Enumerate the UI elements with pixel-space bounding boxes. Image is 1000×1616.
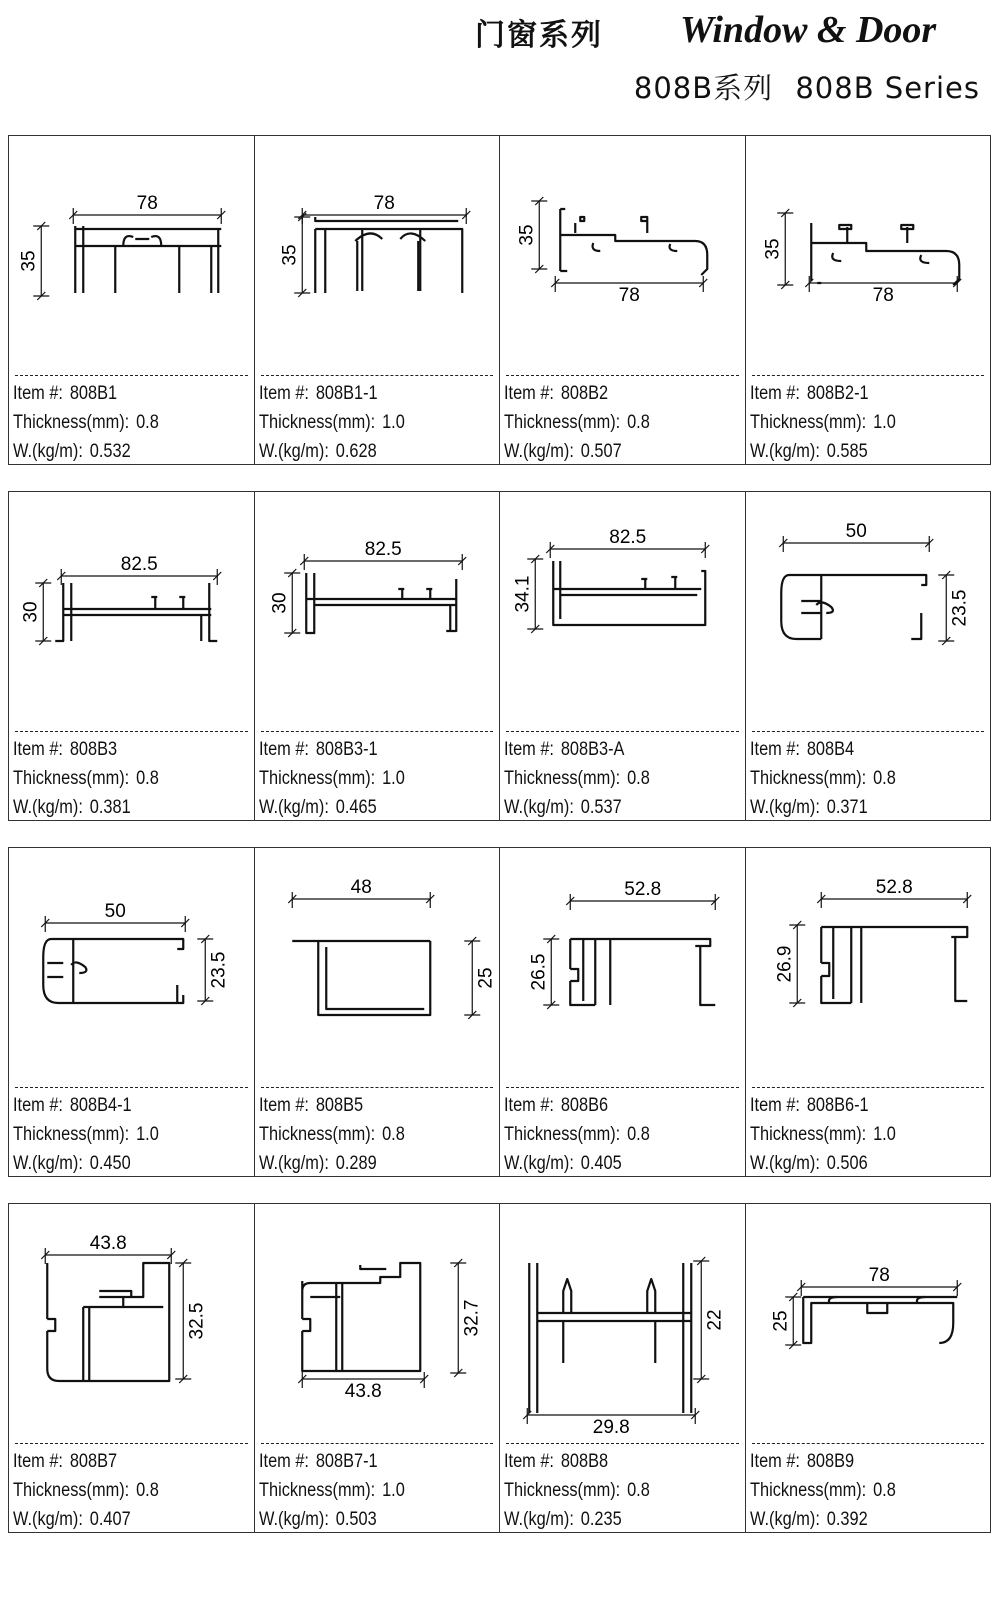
width-dimension: 78 xyxy=(136,193,158,214)
profile-outline xyxy=(357,241,418,291)
height-dimension: 35 xyxy=(18,250,40,272)
product-info xyxy=(504,1091,650,1178)
thickness-label: Thickness(mm): xyxy=(13,1124,130,1145)
profile-group xyxy=(523,1257,725,1436)
divider-line xyxy=(506,375,739,376)
item-label: Item #: xyxy=(13,739,63,760)
divider-line xyxy=(506,731,739,732)
weight-label: W.(kg/m): xyxy=(504,1509,574,1530)
item-label: Item #: xyxy=(504,1451,554,1472)
width-dimension: 82.5 xyxy=(120,554,158,575)
height-dimension: 35 xyxy=(278,244,300,266)
product-row xyxy=(8,491,991,821)
thickness-label: Thickness(mm): xyxy=(504,1480,621,1501)
profile-group xyxy=(516,197,707,306)
profile-drawing xyxy=(746,1204,991,1436)
weight-value: 0.507 xyxy=(580,441,622,462)
width-dimension: 48 xyxy=(350,877,372,898)
item-number: 808B8 xyxy=(560,1451,609,1472)
weight-label: W.(kg/m): xyxy=(749,797,820,818)
weight-value: 0.628 xyxy=(335,441,377,462)
item-label: Item #: xyxy=(749,1095,800,1116)
profile-group xyxy=(770,1265,961,1349)
item-label: Item #: xyxy=(504,739,554,760)
divider-line xyxy=(506,1443,739,1444)
profile-group xyxy=(269,539,466,637)
profile-group xyxy=(512,527,709,633)
item-label: Item #: xyxy=(258,383,309,404)
product-card xyxy=(746,492,991,820)
height-dimension: 35 xyxy=(516,224,538,246)
height-dimension: 26.9 xyxy=(773,945,795,983)
profile-outline xyxy=(55,583,217,641)
thickness-value: 1.0 xyxy=(381,768,405,789)
profile-outline xyxy=(781,575,926,639)
weight-value: 0.405 xyxy=(580,1153,622,1174)
thickness-value: 0.8 xyxy=(627,1124,650,1145)
weight-value: 0.407 xyxy=(89,1509,131,1530)
item-label: Item #: xyxy=(258,1095,309,1116)
profile-drawing xyxy=(746,492,991,724)
item-label: Item #: xyxy=(749,1451,800,1472)
thickness-value: 0.8 xyxy=(627,1480,650,1501)
item-number: 808B4 xyxy=(806,739,854,760)
thickness-label: Thickness(mm): xyxy=(749,768,866,789)
item-label: Item #: xyxy=(13,1095,63,1116)
item-label: Item #: xyxy=(13,383,63,404)
weight-value: 0.235 xyxy=(580,1509,622,1530)
profile-drawing xyxy=(500,492,745,724)
profile-outline xyxy=(47,963,63,977)
product-card xyxy=(500,136,746,464)
profile-group xyxy=(279,193,470,297)
profile-outline xyxy=(151,597,185,609)
thickness-label: Thickness(mm): xyxy=(258,412,375,433)
weight-label: W.(kg/m): xyxy=(258,441,329,462)
profile-group xyxy=(528,879,719,1009)
width-dimension: 43.8 xyxy=(89,1233,127,1254)
weight-value: 0.585 xyxy=(826,441,868,462)
profile-group xyxy=(20,554,221,645)
profile-group xyxy=(41,1233,207,1383)
product-card xyxy=(746,1204,991,1532)
thickness-label: Thickness(mm): xyxy=(504,1124,621,1145)
profile-group xyxy=(288,877,496,1019)
width-dimension: 82.5 xyxy=(364,539,402,560)
width-dimension: 78 xyxy=(868,1265,890,1286)
divider-line xyxy=(261,1443,494,1444)
height-dimension: 34.1 xyxy=(512,575,534,613)
item-number: 808B3-A xyxy=(560,739,625,760)
profile-outline xyxy=(123,236,161,246)
divider-line xyxy=(752,375,985,376)
profile-outline xyxy=(315,217,462,293)
profile-drawing xyxy=(500,848,745,1080)
height-dimension: 23.5 xyxy=(948,589,970,627)
thickness-value: 1.0 xyxy=(872,1124,896,1145)
weight-label: W.(kg/m): xyxy=(13,441,83,462)
thickness-value: 0.8 xyxy=(136,768,159,789)
item-number: 808B3-1 xyxy=(315,739,378,760)
height-dimension: 35 xyxy=(761,238,783,260)
divider-line xyxy=(506,1087,739,1088)
thickness-label: Thickness(mm): xyxy=(258,768,375,789)
width-dimension: 50 xyxy=(104,901,126,922)
item-label: Item #: xyxy=(749,739,800,760)
weight-label: W.(kg/m): xyxy=(258,1153,329,1174)
series-title-english: 808B Series xyxy=(795,71,980,105)
width-dimension: 52.8 xyxy=(624,879,662,900)
profile-drawing xyxy=(9,848,254,1080)
product-info xyxy=(13,379,159,466)
width-dimension: 78 xyxy=(872,285,894,306)
profile-outline xyxy=(292,941,430,1015)
profile-drawing xyxy=(255,848,500,1080)
weight-value: 0.371 xyxy=(826,797,868,818)
height-dimension: 30 xyxy=(20,601,42,623)
profile-outline xyxy=(43,939,183,1003)
height-dimension: 30 xyxy=(268,592,290,614)
thickness-label: Thickness(mm): xyxy=(749,1124,866,1145)
profile-group xyxy=(762,209,961,306)
profile-outline xyxy=(803,1297,957,1343)
profile-outline xyxy=(553,561,705,625)
product-info xyxy=(750,1447,896,1534)
divider-line xyxy=(752,1087,985,1088)
width-dimension: 50 xyxy=(845,521,867,542)
weight-value: 0.450 xyxy=(89,1153,131,1174)
height-dimension: 25 xyxy=(769,1310,791,1332)
item-label: Item #: xyxy=(258,1451,309,1472)
weight-label: W.(kg/m): xyxy=(13,797,83,818)
product-card xyxy=(9,848,255,1176)
weight-label: W.(kg/m): xyxy=(504,441,574,462)
item-label: Item #: xyxy=(749,383,800,404)
thickness-value: 1.0 xyxy=(381,1480,405,1501)
product-info xyxy=(504,379,650,466)
product-card xyxy=(500,492,746,820)
page-title-english: Window & Door xyxy=(680,9,937,51)
height-dimension: 32.5 xyxy=(186,1302,208,1340)
weight-value: 0.381 xyxy=(89,797,131,818)
item-number: 808B3 xyxy=(69,739,118,760)
divider-line xyxy=(261,731,494,732)
item-number: 808B5 xyxy=(315,1095,363,1116)
weight-label: W.(kg/m): xyxy=(749,1509,820,1530)
profile-outline xyxy=(821,927,967,1003)
height-dimension: 26.5 xyxy=(528,953,550,991)
thickness-value: 0.8 xyxy=(872,768,896,789)
profile-drawing xyxy=(255,136,500,368)
profile-outline xyxy=(75,226,221,293)
profile-outline xyxy=(47,1263,169,1381)
profile-outline xyxy=(529,1263,691,1413)
thickness-value: 0.8 xyxy=(872,1480,896,1501)
thickness-value: 0.8 xyxy=(136,412,159,433)
weight-value: 0.465 xyxy=(335,797,377,818)
thickness-value: 0.8 xyxy=(136,1480,159,1501)
divider-line xyxy=(15,375,248,376)
product-info xyxy=(13,735,159,822)
product-row xyxy=(8,135,991,465)
profile-group xyxy=(18,193,225,300)
weight-label: W.(kg/m): xyxy=(258,1509,329,1530)
thickness-label: Thickness(mm): xyxy=(13,768,130,789)
profile-outline xyxy=(306,573,456,633)
profile-outline xyxy=(570,939,715,1005)
thickness-label: Thickness(mm): xyxy=(504,412,621,433)
item-number: 808B1-1 xyxy=(315,383,378,404)
product-info xyxy=(504,735,650,822)
weight-label: W.(kg/m): xyxy=(13,1509,83,1530)
profile-outline xyxy=(302,1263,420,1371)
product-info xyxy=(750,1091,896,1178)
item-number: 808B7-1 xyxy=(315,1451,378,1472)
weight-value: 0.392 xyxy=(826,1509,868,1530)
item-label: Item #: xyxy=(504,1095,554,1116)
thickness-label: Thickness(mm): xyxy=(258,1480,375,1501)
profile-group xyxy=(41,901,229,1005)
item-number: 808B1 xyxy=(69,383,118,404)
product-card xyxy=(9,492,255,820)
profile-outline xyxy=(398,589,432,599)
item-number: 808B6 xyxy=(560,1095,609,1116)
product-info xyxy=(13,1447,159,1534)
product-info xyxy=(259,1447,405,1534)
divider-line xyxy=(15,1443,248,1444)
weight-label: W.(kg/m): xyxy=(749,1153,820,1174)
product-card xyxy=(9,136,255,464)
profile-drawing xyxy=(9,492,254,724)
product-card xyxy=(255,136,501,464)
profile-drawing xyxy=(255,492,500,724)
product-info xyxy=(750,379,896,466)
product-info xyxy=(259,735,405,822)
weight-label: W.(kg/m): xyxy=(504,797,574,818)
product-info xyxy=(259,1091,405,1178)
weight-label: W.(kg/m): xyxy=(13,1153,83,1174)
thickness-label: Thickness(mm): xyxy=(504,768,621,789)
page-title-chinese: 门窗系列 xyxy=(475,18,603,53)
item-label: Item #: xyxy=(13,1451,63,1472)
product-info xyxy=(504,1447,650,1534)
series-title xyxy=(622,66,980,107)
weight-value: 0.537 xyxy=(580,797,622,818)
item-label: Item #: xyxy=(258,739,309,760)
divider-line xyxy=(752,731,985,732)
profile-drawing xyxy=(9,1204,254,1436)
weight-value: 0.532 xyxy=(89,441,131,462)
width-dimension: 78 xyxy=(373,193,395,214)
item-label: Item #: xyxy=(504,383,554,404)
profile-drawing xyxy=(9,136,254,368)
height-dimension: 25 xyxy=(474,967,496,989)
item-number: 808B4-1 xyxy=(69,1095,132,1116)
thickness-value: 0.8 xyxy=(381,1124,405,1145)
thickness-label: Thickness(mm): xyxy=(749,1480,866,1501)
item-number: 808B2 xyxy=(560,383,609,404)
thickness-value: 1.0 xyxy=(136,1124,159,1145)
thickness-value: 0.8 xyxy=(627,412,650,433)
width-dimension: 29.8 xyxy=(592,1417,630,1436)
weight-label: W.(kg/m): xyxy=(258,797,329,818)
product-info xyxy=(259,379,405,466)
divider-line xyxy=(261,375,494,376)
height-dimension: 23.5 xyxy=(208,951,230,989)
width-dimension: 43.8 xyxy=(344,1381,382,1402)
profile-drawing xyxy=(500,136,745,368)
product-row xyxy=(8,1203,991,1533)
product-card xyxy=(500,848,746,1176)
profile-outline xyxy=(563,1279,655,1313)
thickness-label: Thickness(mm): xyxy=(13,1480,130,1501)
weight-label: W.(kg/m): xyxy=(749,441,820,462)
product-card xyxy=(500,1204,746,1532)
product-card xyxy=(746,848,991,1176)
product-row xyxy=(8,847,991,1177)
divider-line xyxy=(752,1443,985,1444)
width-dimension: 52.8 xyxy=(875,877,913,898)
profile-group xyxy=(779,521,970,645)
thickness-label: Thickness(mm): xyxy=(258,1124,375,1145)
series-title-chinese: 808B系列 xyxy=(633,71,774,105)
product-card xyxy=(9,1204,255,1532)
profile-drawing xyxy=(500,1204,745,1436)
divider-line xyxy=(15,731,248,732)
thickness-label: Thickness(mm): xyxy=(13,412,130,433)
product-info xyxy=(13,1091,159,1178)
profile-group xyxy=(298,1259,482,1402)
profile-drawing xyxy=(255,1204,500,1436)
profile-drawing xyxy=(746,136,991,368)
product-card xyxy=(255,848,501,1176)
product-card xyxy=(255,1204,501,1532)
item-number: 808B9 xyxy=(806,1451,854,1472)
item-number: 808B2-1 xyxy=(806,383,869,404)
profile-outline xyxy=(641,577,677,589)
thickness-value: 1.0 xyxy=(381,412,405,433)
profile-drawing xyxy=(746,848,991,1080)
divider-line xyxy=(261,1087,494,1088)
thickness-value: 0.8 xyxy=(627,768,650,789)
item-number: 808B6-1 xyxy=(806,1095,869,1116)
weight-label: W.(kg/m): xyxy=(504,1153,574,1174)
weight-value: 0.506 xyxy=(826,1153,868,1174)
product-card xyxy=(255,492,501,820)
width-dimension: 82.5 xyxy=(609,527,647,548)
divider-line xyxy=(15,1087,248,1088)
thickness-value: 1.0 xyxy=(872,412,896,433)
height-dimension: 32.7 xyxy=(460,1299,482,1337)
height-dimension: 22 xyxy=(704,1309,726,1331)
width-dimension: 78 xyxy=(618,285,640,306)
thickness-label: Thickness(mm): xyxy=(749,412,866,433)
weight-value: 0.503 xyxy=(335,1509,377,1530)
item-number: 808B7 xyxy=(69,1451,118,1472)
profile-group xyxy=(774,877,971,1007)
product-card xyxy=(746,136,991,464)
product-info xyxy=(750,735,896,822)
weight-value: 0.289 xyxy=(335,1153,377,1174)
profile-outline xyxy=(560,209,707,275)
